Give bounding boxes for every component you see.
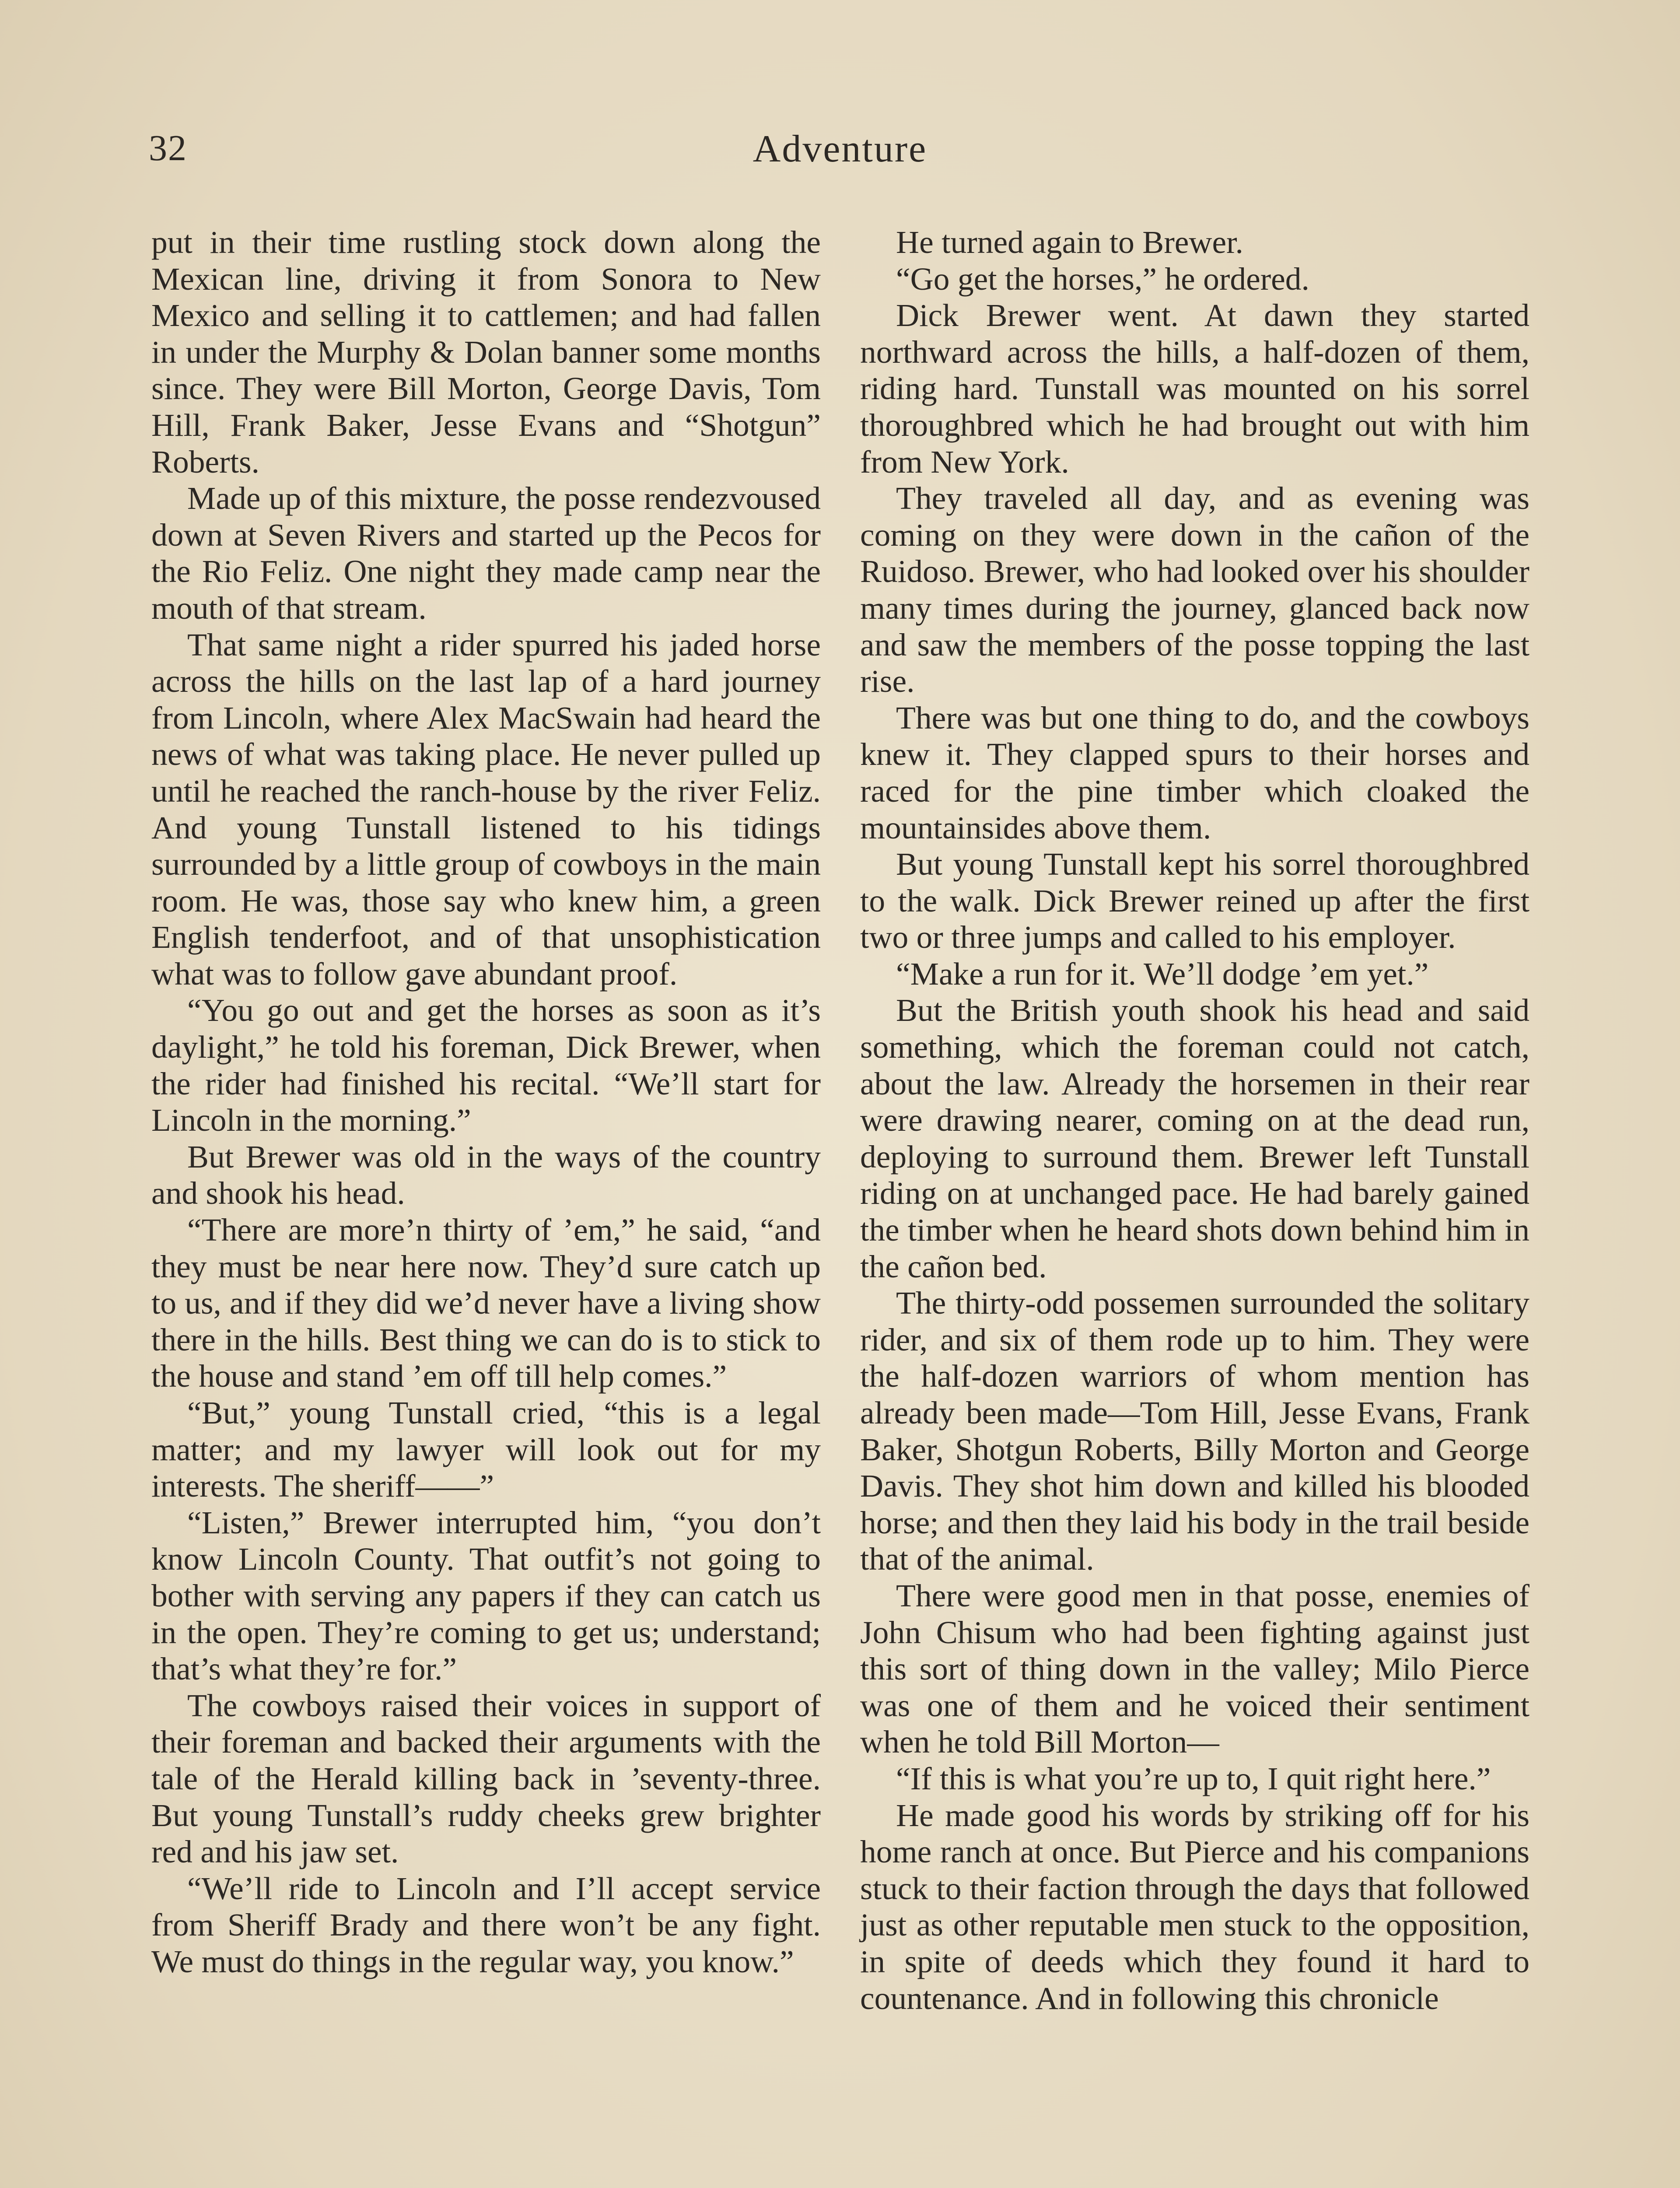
paragraph: The thirty-odd possemen surrounded the solitary rider, and six of them rode up to him. They were the half-dozen warriors of whom mention has already been made—Tom Hill, Jesse Evans, Frank Baker, Shotgun Roberts, Billy Morton and George Davis. They shot him down and killed his blooded horse; and then they laid his body in the trail beside that of the animal.: [860, 1285, 1530, 1577]
paragraph: “Listen,” Brewer interrupted him, “you don’t know Lincoln County. That outfit’s not going to bother with serving any papers if they can catch us in the open. They’re coming to get us; understand; that’s what they’re for.”: [151, 1504, 821, 1687]
paragraph: He turned again to Brewer.: [896, 224, 1243, 260]
paragraph: That same night a rider spurred his jaded horse across the hills on the last lap of a hard journey from Lincoln, where Alex MacSwain had heard the news of what was taking place. He never pulled up until he reached the ranch-house by the river Feliz. And young Tunstall listened to his tidings surrounded by a little group of cowboys in the main room. He was, those say who knew him, a green English tenderfoot, and of that unsophistication what was to follow gave abundant proof.: [151, 627, 821, 992]
paragraph: But the British youth shook his head and said something, which the foreman could not catch, about the law. Already the horsemen in their rear were drawing nearer, coming on at the dead run, deploying to surround them. Brewer left Tunstall riding on at unchanged pace. He had barely gained the timber when he heard shots down behind him in the cañon bed.: [860, 992, 1530, 1284]
paragraph: Made up of this mixture, the posse rendezvoused down at Seven Rivers and started up the Pecos for the Rio Feliz. One night they made camp near the mouth of that stream.: [151, 480, 821, 626]
paragraph: But Brewer was old in the ways of the country and shook his head.: [151, 1139, 821, 1211]
paragraph: There was but one thing to do, and the cowboys knew it. They clapped spurs to their horses and raced for the pine timber which cloaked the mountainsides above them.: [860, 700, 1530, 845]
paragraph: “But,” young Tunstall cried, “this is a legal matter; and my lawyer will look out for my interests. The sheriff——”: [151, 1395, 821, 1504]
paragraph: There were good men in that posse, enemies of John Chisum who had been fighting against just this sort of thing down in the valley; Milo Pierce was one of them and he voiced their sentiment when he told Bill Morton—: [860, 1578, 1530, 1760]
left-column: [151, 224, 821, 1980]
paragraph: “If this is what you’re up to, I quit right here.”: [896, 1760, 1491, 1796]
page-header: [149, 127, 1531, 188]
paragraph: “Make a run for it. We’ll dodge ’em yet.”: [896, 956, 1429, 992]
page-number: 32: [149, 128, 187, 168]
paragraph: put in their time rustling stock down along the Mexican line, driving it from Sonora to New Mexico and selling it to cattlemen; and had fallen in under the Murphy & Dolan banner some months since. They were Bill Morton, George Davis, Tom Hill, Frank Baker, Jesse Evans and “Shotgun” Roberts.: [151, 224, 821, 480]
paragraph: “You go out and get the horses as soon as it’s daylight,” he told his foreman, Dick Brewer, when the rider had finished his recital. “We’ll start for Lincoln in the morning.”: [151, 992, 821, 1138]
paragraph: “Go get the horses,” he ordered.: [896, 261, 1309, 297]
paragraph: He made good his words by striking off for his home ranch at once. But Pierce and his companions stuck to their faction through the days that followed just as other reputable men stuck to the opposition, in spite of deeds which they found it hard to countenance. And in following this chronicle: [860, 1797, 1530, 2016]
paragraph: They traveled all day, and as evening was coming on they were down in the cañon of the Ruidoso. Brewer, who had looked over his shoulder many times during the journey, glanced back now and saw the members of the posse topping the last rise.: [860, 480, 1530, 699]
paragraph: The cowboys raised their voices in support of their foreman and backed their arguments with the tale of the Herald killing back in ’seventy-three. But young Tunstall’s ruddy cheeks grew brighter red and his jaw set.: [151, 1687, 821, 1870]
paragraph: “There are more’n thirty of ’em,” he said, “and they must be near here now. They’d sure catch up to us, and if they did we’d never have a living show there in the hills. Best thing we can do is to stick to the house and stand ’em off till help comes.”: [151, 1212, 821, 1394]
paragraph: “We’ll ride to Lincoln and I’ll accept service from Sheriff Brady and there won’t be any fight. We must do things in the regular way, you know.”: [151, 1870, 821, 1979]
right-column: [860, 224, 1530, 2016]
paragraph: But young Tunstall kept his sorrel thoroughbred to the walk. Dick Brewer reined up after the first two or three jumps and called to his employer.: [860, 846, 1530, 955]
running-head-title: Adventure: [752, 128, 928, 170]
paragraph: Dick Brewer went. At dawn they started northward across the hills, a half-dozen of them, riding hard. Tunstall was mounted on his sorrel thoroughbred which he had brought out with him from New York.: [860, 298, 1530, 480]
